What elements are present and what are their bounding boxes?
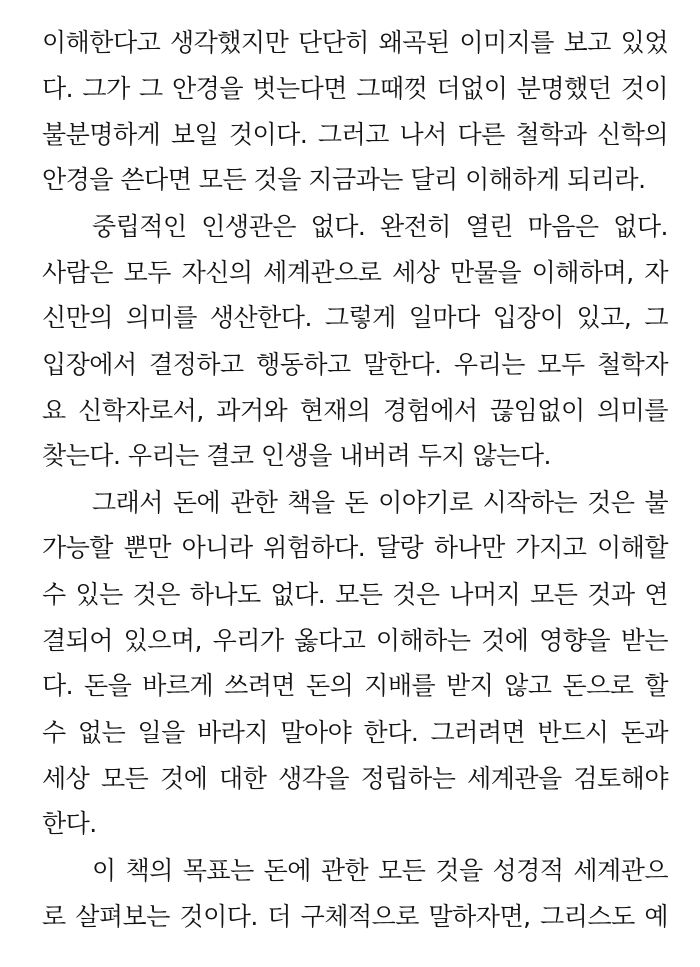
text-line: 입장에서 결정하고 행동하고 말한다. 우리는 모두 철학자	[42, 350, 668, 379]
text-line: 로 살펴보는 것이다. 더 구체적으로 말하자면, 그리스도 예	[42, 902, 668, 931]
text-line: 이해한다고 생각했지만 단단히 왜곡된 이미지를 보고 있었	[42, 28, 668, 57]
text-line: 가능할 뿐만 아니라 위험하다. 달랑 하나만 가지고 이해할	[42, 533, 668, 562]
text-line: 요 신학자로서, 과거와 현재의 경험에서 끊임없이 의미를	[42, 396, 668, 425]
text-line: 세상 모든 것에 대한 생각을 정립하는 세계관을 검토해야	[42, 764, 668, 793]
text-line: 결되어 있으며, 우리가 옳다고 이해하는 것에 영향을 받는	[42, 626, 668, 655]
text-line: 불분명하게 보일 것이다. 그러고 나서 다른 철학과 신학의	[42, 120, 668, 149]
paragraph-first-line: 이 책의 목표는 돈에 관한 모든 것을 성경적 세계관으	[92, 856, 668, 885]
text-line: 신만의 의미를 생산한다. 그렇게 일마다 입장이 있고, 그	[42, 303, 668, 332]
text-line: 다. 돈을 바르게 쓰려면 돈의 지배를 받지 않고 돈으로 할	[42, 671, 668, 700]
text-line: 수 없는 일을 바라지 말아야 한다. 그러려면 반드시 돈과	[42, 718, 668, 747]
text-line: 찾는다. 우리는 결코 인생을 내버려 두지 않는다.	[42, 441, 551, 470]
text-line: 한다.	[42, 809, 97, 838]
paragraph-first-line: 중립적인 인생관은 없다. 완전히 열린 마음은 없다.	[92, 212, 668, 241]
text-line: 안경을 쓴다면 모든 것을 지금과는 달리 이해하게 되리라.	[42, 165, 646, 194]
text-line: 수 있는 것은 하나도 없다. 모든 것은 나머지 모든 것과 연	[42, 580, 668, 609]
text-line: 사람은 모두 자신의 세계관으로 세상 만물을 이해하며, 자	[42, 258, 668, 287]
text-line: 다. 그가 그 안경을 벗는다면 그때껏 더없이 분명했던 것이	[42, 74, 668, 103]
paragraph-first-line: 그래서 돈에 관한 책을 돈 이야기로 시작하는 것은 불	[92, 488, 668, 517]
